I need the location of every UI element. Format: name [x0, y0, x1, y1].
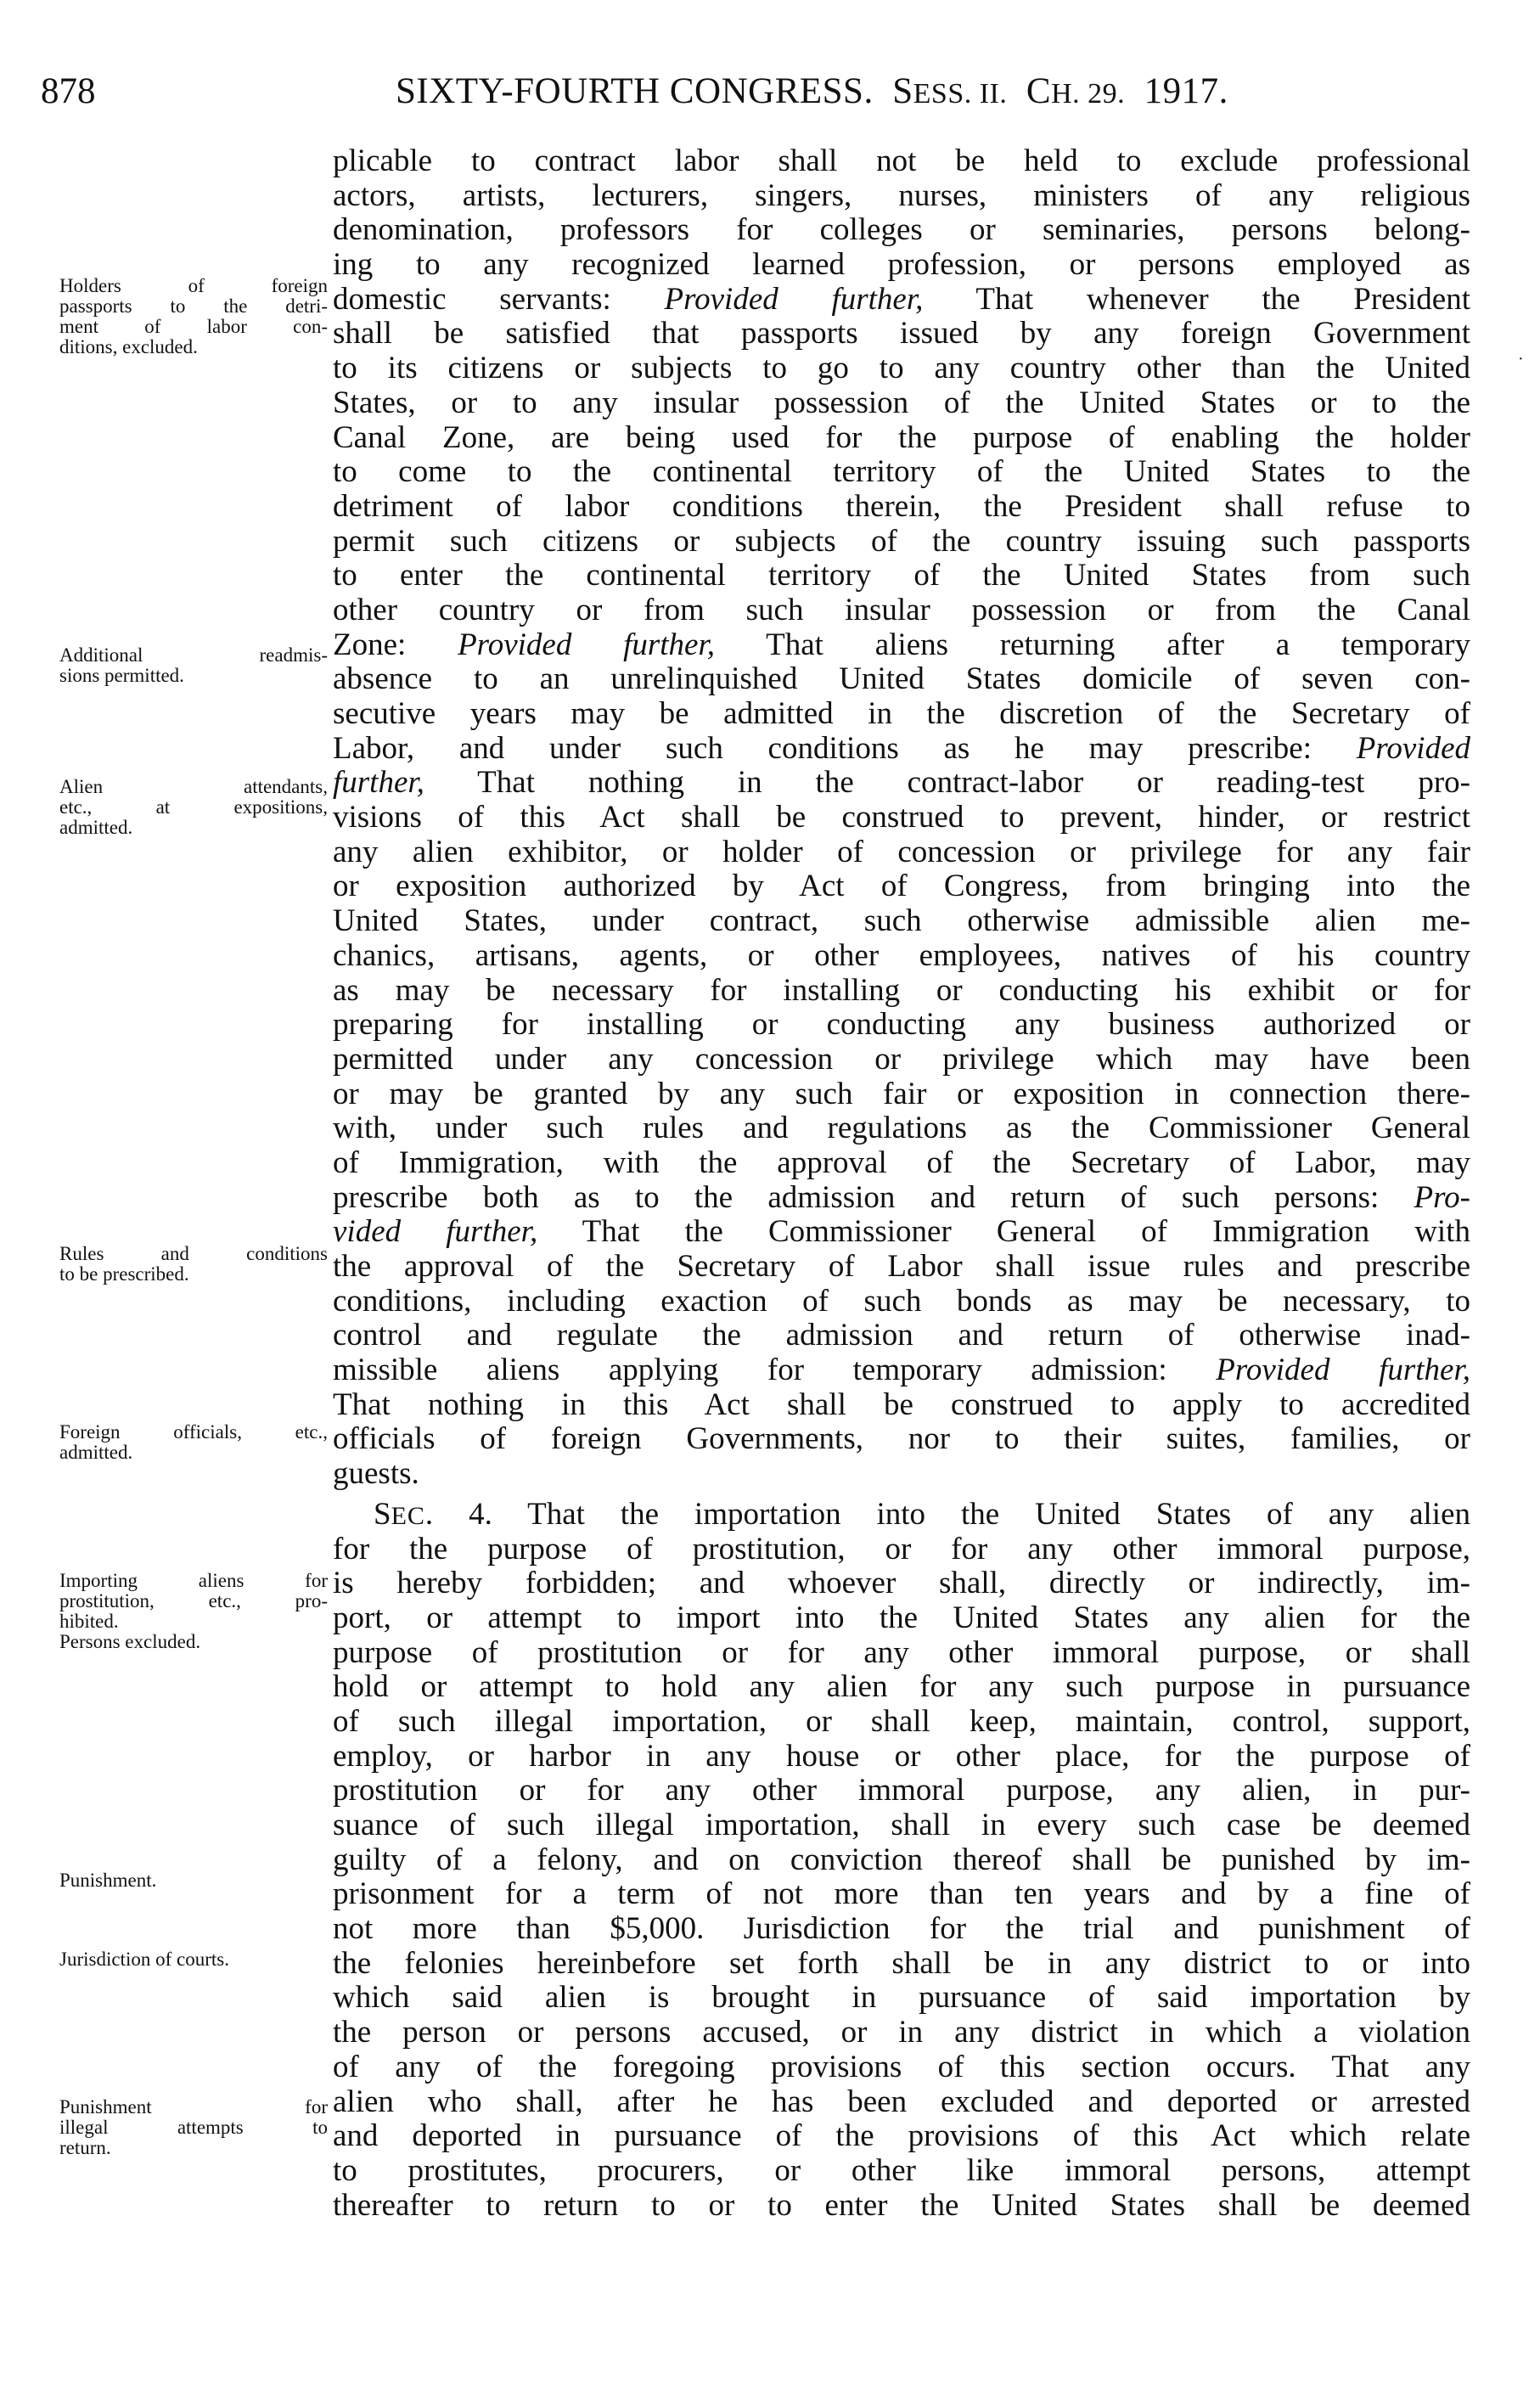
- margin-note-punishment: [59, 1870, 328, 1891]
- text-run: That nothing in the contract-labor or reading-test pro-: [424, 766, 1470, 801]
- text-run: That whenever the President: [923, 282, 1470, 317]
- text-line: detriment of labor conditions therein, the President shall refuse to: [333, 489, 1470, 524]
- page-number: 878: [41, 71, 96, 111]
- margin-note-line: Punishment for: [59, 2097, 328, 2118]
- text-line: visions of this Act shall be construed to prevent, hinder, or restrict: [333, 801, 1470, 835]
- text-run: That aliens returning after a temporary: [715, 627, 1470, 662]
- text-line: [333, 1215, 1470, 1250]
- text-line: plicable to contract labor shall not be held to exclude professional: [333, 144, 1470, 178]
- text-line: which said alien is brought in pursuance of said importation by: [333, 1981, 1470, 2016]
- text-run: That the Commissioner General of Immigration with: [537, 1215, 1470, 1250]
- text-run: . 4. That the importation into the United States of any alien: [424, 1497, 1470, 1532]
- text-line: for the purpose of prostitution, or for any other immoral purpose,: [333, 1532, 1470, 1566]
- congress-title: SIXTY-FOURTH CONGRESS.: [396, 71, 874, 111]
- margin-note-line: ment of labor con-: [59, 317, 328, 337]
- italic-run: Provided further,: [458, 627, 716, 662]
- text-line: actors, artists, lecturers, singers, nurses, ministers of any religious: [333, 178, 1470, 213]
- italic-run: Pro-: [1414, 1180, 1470, 1215]
- text-line: Canal Zone, are being used for the purpose of enabling the holder: [333, 420, 1470, 455]
- margin-note-line: etc., at expositions,: [59, 797, 328, 818]
- margin-note-line: prostitution, etc., pro-: [59, 1591, 328, 1611]
- text-run: Labor, and under such conditions as he may prescribe:: [333, 731, 1357, 766]
- margin-note-line: admitted.: [59, 818, 133, 838]
- text-line: or exposition authorized by Act of Congress, from bringing into the: [333, 869, 1470, 904]
- margin-note-holders-of-passports: [59, 276, 328, 357]
- text-line: with, under such rules and regulations as the Commissioner General: [333, 1111, 1470, 1146]
- text-line: to come to the continental territory of the United States to the: [333, 455, 1470, 490]
- margin-note-line: Additional readmis-: [59, 645, 328, 666]
- section-label-initial: S: [374, 1497, 391, 1532]
- margin-note-line: passports to the detri-: [59, 296, 328, 317]
- margin-note-line: sions permitted.: [59, 666, 184, 686]
- text-line: thereafter to return to or to enter the United States shall be deemed: [333, 2188, 1470, 2223]
- italic-run: Provided: [1356, 731, 1470, 766]
- margin-note-punishment-return: [59, 2097, 328, 2158]
- margin-note-line: Persons excluded.: [59, 1632, 201, 1652]
- text-line: permitted under any concession or privilege which may have been: [333, 1042, 1470, 1077]
- text-line: denomination, professors for colleges or seminaries, persons belong-: [333, 213, 1470, 248]
- scan-artifact-dot: ·: [1518, 350, 1524, 368]
- text-line: secutive years may be admitted in the discretion of the Secretary of: [333, 697, 1470, 731]
- italic-run: Provided further,: [664, 282, 924, 317]
- margin-note-line: admitted.: [59, 1443, 133, 1463]
- text-line: guilty of a felony, and on conviction thereof shall be punished by im-: [333, 1842, 1470, 1877]
- text-line: That nothing in this Act shall be construed to apply to accredited: [333, 1387, 1470, 1422]
- text-line: hold or attempt to hold any alien for any such purpose in pursuance: [333, 1670, 1470, 1705]
- margin-note-line: Holders of foreign: [59, 276, 328, 296]
- text-line: chanics, artisans, agents, or other employees, natives of his country: [333, 938, 1470, 973]
- text-line: employ, or harbor in any house or other place, for the purpose of: [333, 1739, 1470, 1774]
- margin-note-line: illegal attempts to: [59, 2118, 328, 2138]
- margin-note-line: hibited.: [59, 1611, 119, 1632]
- text-run: Zone:: [333, 627, 458, 662]
- text-run: missible aliens applying for temporary admission:: [333, 1353, 1217, 1388]
- margin-note-line: Importing aliens for: [59, 1571, 328, 1591]
- section-4-heading-line: [333, 1498, 1470, 1533]
- text-line: to enter the continental territory of the United States from such: [333, 559, 1470, 593]
- text-line: suance of such illegal importation, shall in every such case be deemed: [333, 1808, 1470, 1842]
- italic-run: further,: [333, 766, 424, 801]
- text-line: absence to an unrelinquished United States domicile of seven con-: [333, 662, 1470, 697]
- page-header: [41, 66, 1459, 117]
- margin-note-additional-readmissions: [59, 645, 328, 686]
- text-line: [333, 1353, 1470, 1388]
- text-run: domestic servants:: [333, 282, 665, 317]
- text-line: of any of the foregoing provisions of this section occurs. That any: [333, 2050, 1470, 2084]
- text-line: preparing for installing or conducting any business authorized or: [333, 1008, 1470, 1043]
- text-line: [333, 1181, 1470, 1216]
- text-line: permit such citizens or subjects of the country issuing such passports: [333, 524, 1470, 559]
- year: 1917.: [1144, 71, 1228, 111]
- text-line: of such illegal importation, or shall keep, maintain, control, support,: [333, 1704, 1470, 1739]
- chapter-prefix: C: [1026, 71, 1052, 111]
- text-line: to prostitutes, procurers, or other like immoral persons, attempt: [333, 2153, 1470, 2188]
- margin-note-importing-aliens: [59, 1571, 328, 1652]
- margin-note-jurisdiction: [59, 1949, 328, 1970]
- margin-note-line: Alien attendants,: [59, 777, 328, 797]
- text-line: is hereby forbidden; and whoever shall, directly or indirectly, im-: [333, 1566, 1470, 1601]
- text-line: [333, 766, 1470, 801]
- text-line: conditions, including exaction of such bonds as may be necessary, to: [333, 1284, 1470, 1319]
- text-line: or may be granted by any such fair or exposition in connection there-: [333, 1077, 1470, 1111]
- text-line: prisonment for a term of not more than ten years and by a fine of: [333, 1877, 1470, 1912]
- margin-note-alien-attendants: [59, 777, 328, 838]
- chapter-rest: H. 29.: [1051, 78, 1126, 110]
- body-text: [333, 144, 1470, 2223]
- text-line: purpose of prostitution or for any other immoral purpose, or shall: [333, 1635, 1470, 1670]
- margin-note-line: return.: [59, 2138, 111, 2158]
- text-line: [333, 732, 1470, 767]
- text-line: as may be necessary for installing or conducting his exhibit or for: [333, 973, 1470, 1008]
- text-line: officials of foreign Governments, nor to their suites, families, or: [333, 1422, 1470, 1457]
- session-prefix: S: [892, 71, 913, 111]
- text-line: ing to any recognized learned profession, or persons employed as: [333, 248, 1470, 283]
- text-line: prostitution or for any other immoral purpose, any alien, in pur-: [333, 1774, 1470, 1808]
- italic-run: vided further,: [333, 1215, 538, 1250]
- text-line: of Immigration, with the approval of the Secretary of Labor, may: [333, 1145, 1470, 1180]
- text-line: the felonies hereinbefore set forth shall be in any district to or into: [333, 1946, 1470, 1981]
- text-run: prescribe both as to the admission and return of such persons:: [333, 1180, 1414, 1215]
- text-line: States, or to any insular possession of the United States or to the: [333, 385, 1470, 420]
- text-line: [333, 283, 1470, 318]
- section-label-rest: EC: [391, 1501, 425, 1530]
- margin-note-line: Rules and conditions: [59, 1244, 328, 1264]
- text-line: [333, 628, 1470, 663]
- text-line: port, or attempt to import into the United States any alien for the: [333, 1600, 1470, 1635]
- italic-run: Provided further,: [1216, 1353, 1470, 1388]
- margin-note-line: ditions, excluded.: [59, 337, 198, 357]
- text-line: alien who shall, after he has been excluded and deported or arrested: [333, 2084, 1470, 2119]
- text-line: other country or from such insular possession or from the Canal: [333, 593, 1470, 627]
- text-line: the person or persons accused, or in any district in which a violation: [333, 2016, 1470, 2050]
- margin-note-rules-and-conditions: [59, 1244, 328, 1285]
- margin-note-line: Jurisdiction of courts.: [59, 1949, 229, 1970]
- text-line: United States, under contract, such otherwise admissible alien me-: [333, 904, 1470, 939]
- margin-note-foreign-officials: [59, 1422, 328, 1463]
- running-head: [396, 66, 1228, 120]
- text-line: control and regulate the admission and return of otherwise inad-: [333, 1319, 1470, 1353]
- margin-note-line: Foreign officials, etc.,: [59, 1422, 328, 1443]
- text-line: any alien exhibitor, or holder of concession or privilege for any fair: [333, 835, 1470, 869]
- session-rest: ESS. II.: [913, 78, 1008, 110]
- text-line: guests.: [333, 1457, 419, 1492]
- text-line: not more than $5,000. Jurisdiction for the trial and punishment of: [333, 1912, 1470, 1947]
- text-line: and deported in pursuance of the provisions of this Act which relate: [333, 2119, 1470, 2154]
- text-line: to its citizens or subjects to go to any country other than the United: [333, 352, 1470, 386]
- margin-note-line: Punishment.: [59, 1870, 157, 1891]
- text-line: the approval of the Secretary of Labor shall issue rules and prescribe: [333, 1250, 1470, 1284]
- margin-note-line: to be prescribed.: [59, 1264, 189, 1285]
- text-line: shall be satisfied that passports issued by any foreign Government: [333, 317, 1470, 352]
